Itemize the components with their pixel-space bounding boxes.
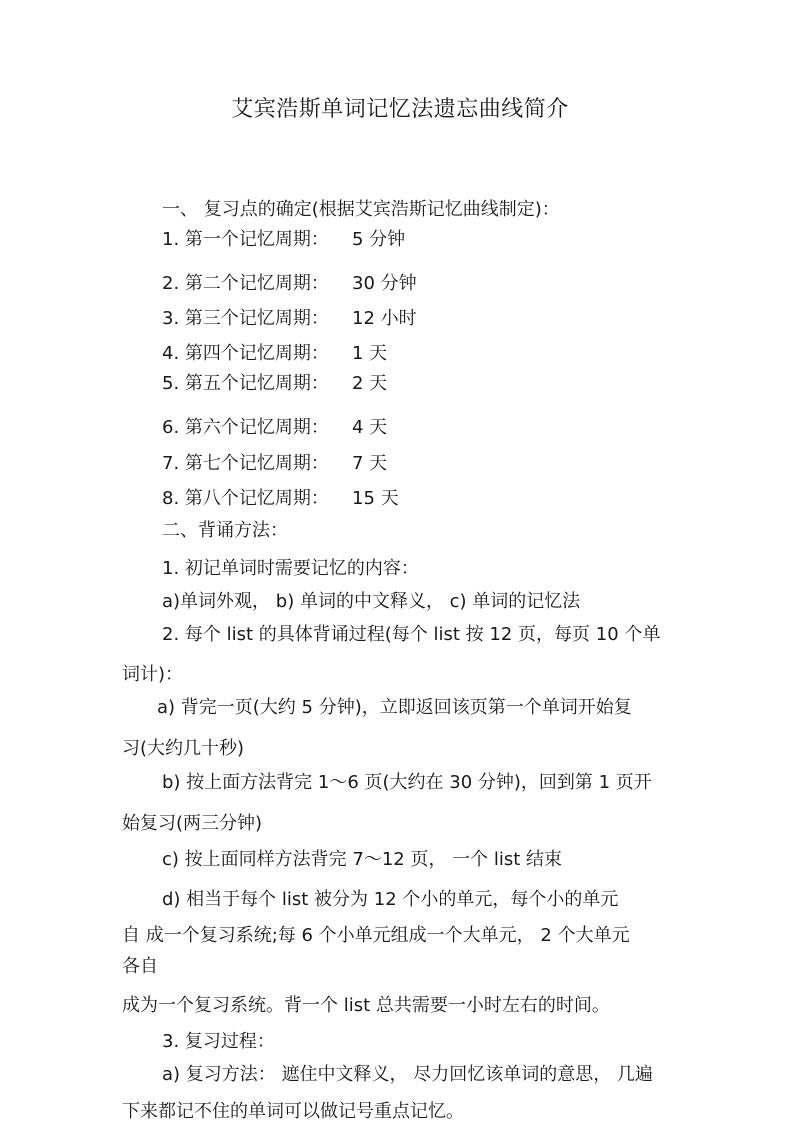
period-6 bbox=[162, 416, 462, 440]
period-8 bbox=[162, 487, 462, 511]
step-c-line: c) 按上面同样方法背完 7～12 页， 一个 list 结束 bbox=[162, 849, 563, 870]
period-4 bbox=[162, 342, 462, 366]
period-label: 6. 第六个记忆周期： bbox=[162, 417, 329, 438]
step-d-line4: 成为一个复习系统。背一个 list 总共需要一小时左右的时间。 bbox=[122, 995, 610, 1016]
period-value: 15 天 bbox=[352, 488, 399, 509]
step-d-line1: d) 相当于每个 list 被分为 12 个小的单元，每个小的单元 bbox=[162, 889, 619, 910]
step-d-line3: 各自 bbox=[122, 956, 158, 977]
period-7 bbox=[162, 452, 462, 476]
section2-heading: 二、背诵方法： bbox=[162, 520, 288, 541]
item3-a-line1: a) 复习方法： 遮住中文释义， 尽力回忆该单词的意思， 几遍 bbox=[162, 1064, 653, 1085]
period-value: 5 分钟 bbox=[352, 229, 406, 250]
period-value: 1 天 bbox=[352, 343, 388, 364]
period-label: 8. 第八个记忆周期： bbox=[162, 488, 329, 509]
step-d-line2: 自 成一个复习系统;每 6 个小单元组成一个大单元， 2 个大单元 bbox=[122, 925, 630, 946]
period-1 bbox=[162, 228, 462, 252]
section2-item1: 1. 初记单词时需要记忆的内容： bbox=[162, 558, 419, 579]
step-b-line1: b) 按上面方法背完 1～6 页(大约在 30 分钟)，回到第 1 页开 bbox=[162, 772, 652, 793]
period-label: 7. 第七个记忆周期： bbox=[162, 453, 329, 474]
period-value: 30 分钟 bbox=[352, 273, 417, 294]
period-label: 3. 第三个记忆周期： bbox=[162, 308, 329, 329]
period-3 bbox=[162, 307, 462, 331]
section2-item1-sub: a)单词外观， b) 单词的中文释义， c) 单词的记忆法 bbox=[162, 591, 581, 612]
period-value: 7 天 bbox=[352, 453, 388, 474]
step-a-line1: a) 背完一页(大约 5 分钟)，立即返回该页第一个单词开始复 bbox=[157, 697, 632, 718]
section2-item3: 3. 复习过程： bbox=[162, 1031, 275, 1052]
period-5 bbox=[162, 372, 462, 396]
period-label: 4. 第四个记忆周期： bbox=[162, 343, 329, 364]
period-2 bbox=[162, 272, 462, 296]
period-label: 1. 第一个记忆周期： bbox=[162, 229, 329, 250]
document-title: 艾宾浩斯单词记忆法遗忘曲线简介 bbox=[231, 97, 569, 122]
period-label: 5. 第五个记忆周期： bbox=[162, 373, 329, 394]
section2-item2-line1: 2. 每个 list 的具体背诵过程(每个 list 按 12 页，每页 10 个单 bbox=[162, 624, 661, 645]
step-b-line2: 始复习(两三分钟) bbox=[122, 813, 263, 834]
section1-heading: 一、 复习点的确定(根据艾宾浩斯记忆曲线制定)： bbox=[162, 199, 560, 220]
item3-a-line2: 下来都记不住的单词可以做记号重点记忆。 bbox=[122, 1101, 464, 1122]
period-value: 12 小时 bbox=[352, 308, 417, 329]
step-a-line2: 习(大约几十秒) bbox=[122, 738, 245, 759]
period-value: 4 天 bbox=[352, 417, 388, 438]
section2-item2-line2: 词计)： bbox=[122, 664, 184, 685]
period-value: 2 天 bbox=[352, 373, 388, 394]
period-label: 2. 第二个记忆周期： bbox=[162, 273, 329, 294]
